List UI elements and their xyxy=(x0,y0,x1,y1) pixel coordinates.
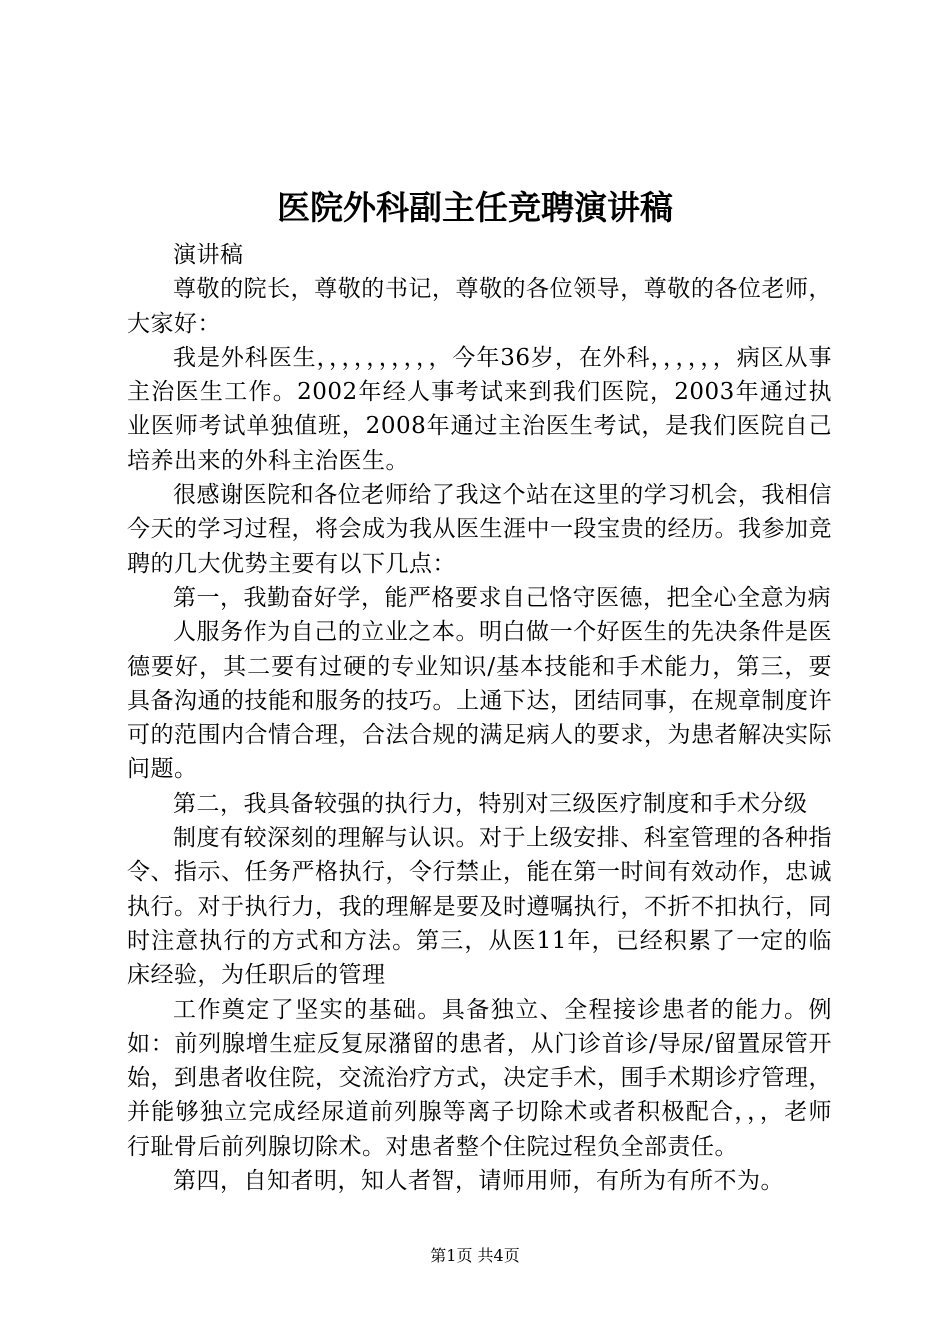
document-body xyxy=(127,238,832,1198)
paragraph-point-one-detail: 人服务作为自己的立业之本。明白做一个好医生的先决条件是医德要好，其二要有过硬的专业知识/基本技能和手术能力，第三，要具备沟通的技能和服务的技巧。上通下达，团结同事，在规章制度许可的范围内合情合理，合法合规的满足病人的要求，为患者解决实际问题。 xyxy=(127,619,832,783)
paragraph-greeting: 尊敬的院长，尊敬的书记，尊敬的各位领导，尊敬的各位老师，大家好： xyxy=(127,276,832,337)
document-title: 医院外科副主任竞聘演讲稿 xyxy=(277,188,673,227)
paragraph-point-three-detail: 工作奠定了坚实的基础。具备独立、全程接诊患者的能力。例如：前列腺增生症反复尿潴留的患者，从门诊首诊/导尿/留置尿管开始，到患者收住院，交流治疗方式，决定手术，围手术期诊疗管理，并能够独立完成经尿道前列腺等离子切除术或者积极配合，，，老师行耻骨后前列腺切除术。对患者整个住院过程负全部责任。 xyxy=(127,996,832,1160)
paragraph-point-two: 第二，我具备较强的执行力，特别对三级医疗制度和手术分级 xyxy=(173,790,808,817)
page-footer: 第1页 共4页 xyxy=(430,1246,520,1265)
paragraph-introduction: 我是外科医生，，，，，，，，，，今年36岁，在外科，，，，，，病区从事主治医生工作。2002年经人事考试来到我们医院，2003年通过执业医师考试单独值班，2008年通过主治医生考试，是我们医院自己培养出来的外科主治医生。 xyxy=(127,344,832,474)
paragraph-heading: 演讲稿 xyxy=(173,242,244,268)
paragraph-thanks: 很感谢医院和各位老师给了我这个站在这里的学习机会，我相信今天的学习过程，将会成为我从医生涯中一段宝贵的经历。我参加竞聘的几大优势主要有以下几点： xyxy=(127,482,832,577)
paragraph-point-two-detail: 制度有较深刻的理解与认识。对于上级安排、科室管理的各种指令、指示、任务严格执行，令行禁止，能在第一时间有效动作，忠诚执行。对于执行力，我的理解是要及时遵嘱执行，不折不扣执行，同时注意执行的方式和方法。第三，从医11年，已经积累了一定的临床经验，为任职后的管理 xyxy=(127,825,832,989)
paragraph-point-one: 第一，我勤奋好学，能严格要求自己恪守医德，把全心全意为病 xyxy=(173,584,831,611)
paragraph-point-four: 第四，自知者明，知人者智，请师用师，有所为有所不为。 xyxy=(173,1168,784,1195)
